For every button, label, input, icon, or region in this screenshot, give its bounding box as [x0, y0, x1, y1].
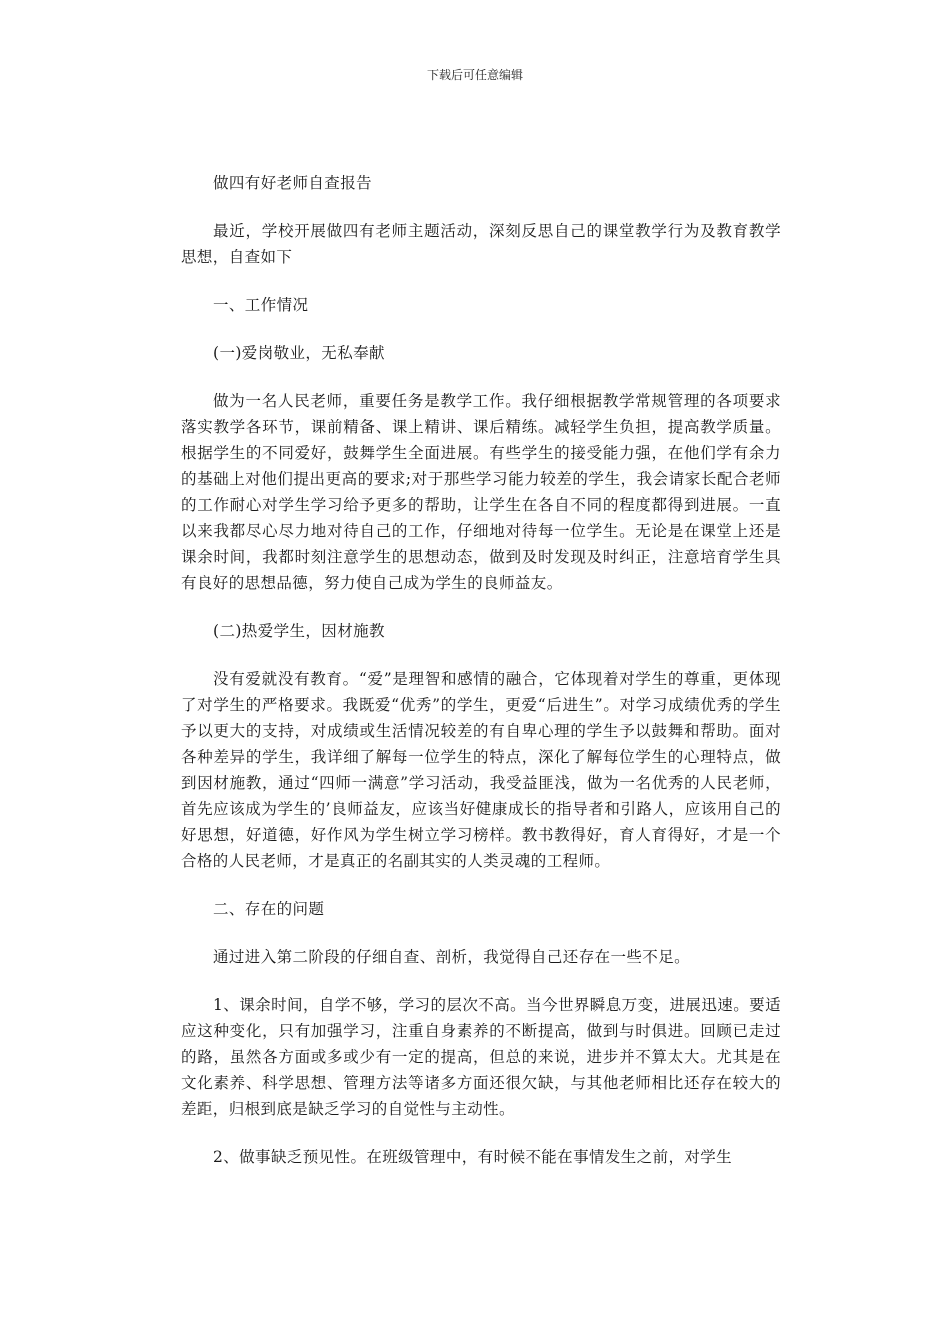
problems-intro-paragraph: 通过进入第二阶段的仔细自查、剖析，我觉得自己还存在一些不足。 [213, 948, 691, 966]
section-heading-work: 一、工作情况 [213, 296, 309, 314]
problem-item-1: 1、课余时间，自学不够，学习的层次不高。当今世界瞬息万变，进展迅速。要适应这种变化，只有加强学习，注重自身素养的不断提高，做到与时俱进。回顾已走过的路，虽然各方面或多或少有一定的提高，但总的来说，进步并不算太大。尤其是在文化素养、科学思想、管理方法等诸多方面还很欠缺，与其他老师相比还存在较大的差距，归根到底是缺乏学习的自觉性与主动性。 [181, 996, 781, 1118]
love-students-paragraph: 没有爱就没有教育。“爱”是理智和感情的融合，它体现着对学生的尊重，更体现了对学生的严格要求。我既爱“优秀”的学生，更爱“后进生”。对学习成绩优秀的学生予以更大的支持，对成绩或生活情况较差的有自卑心理的学生予以鼓舞和帮助。面对各种差异的学生，我详细了解每一位学生的特点，深化了解每位学生的心理特点，做到因材施教，通过“四师一满意”学习活动，我受益匪浅，做为一名优秀的人民老师，首先应该成为学生的’良师益友，应该当好健康成长的指导者和引路人，应该用自己的好思想，好道德，好作风为学生树立学习榜样。教书教得好，育人育得好，才是一个合格的人民老师，才是真正的名副其实的人类灵魂的工程师。 [181, 670, 781, 870]
document-title: 做四有好老师自查报告 [213, 174, 373, 192]
intro-paragraph: 最近，学校开展做四有老师主题活动，深刻反思自己的课堂教学行为及教育教学思想，自查如下 [181, 222, 781, 266]
dedication-paragraph: 做为一名人民老师，重要任务是教学工作。我仔细根据教学常规管理的各项要求落实教学各环节，课前精备、课上精讲、课后精练。减轻学生负担，提高教学质量。根据学生的不同爱好，鼓舞学生全面进展。有些学生的接受能力强，在他们学有余力的基础上对他们提出更高的要求;对于那些学习能力较差的学生，我会请家长配合老师的工作耐心对学生学习给予更多的帮助，让学生在各自不同的程度都得到进展。一直以来我都尽心尽力地对待自己的工作，仔细地对待每一位学生。无论是在课堂上还是课余时间，我都时刻注意学生的思想动态，做到及时发现及时纠正，注意培育学生具有良好的思想品德，努力使自己成为学生的良师益友。 [181, 392, 781, 592]
subsection-heading-love-students: (二)热爱学生，因材施教 [213, 622, 385, 640]
section-heading-problems: 二、存在的问题 [213, 900, 325, 918]
header-note: 下载后可任意编辑 [426, 68, 523, 82]
document-body [181, 170, 781, 1192]
subsection-heading-dedication: (一)爱岗敬业，无私奉献 [213, 344, 385, 362]
problem-item-2: 2、做事缺乏预见性。在班级管理中，有时候不能在事情发生之前，对学生 [213, 1148, 733, 1166]
